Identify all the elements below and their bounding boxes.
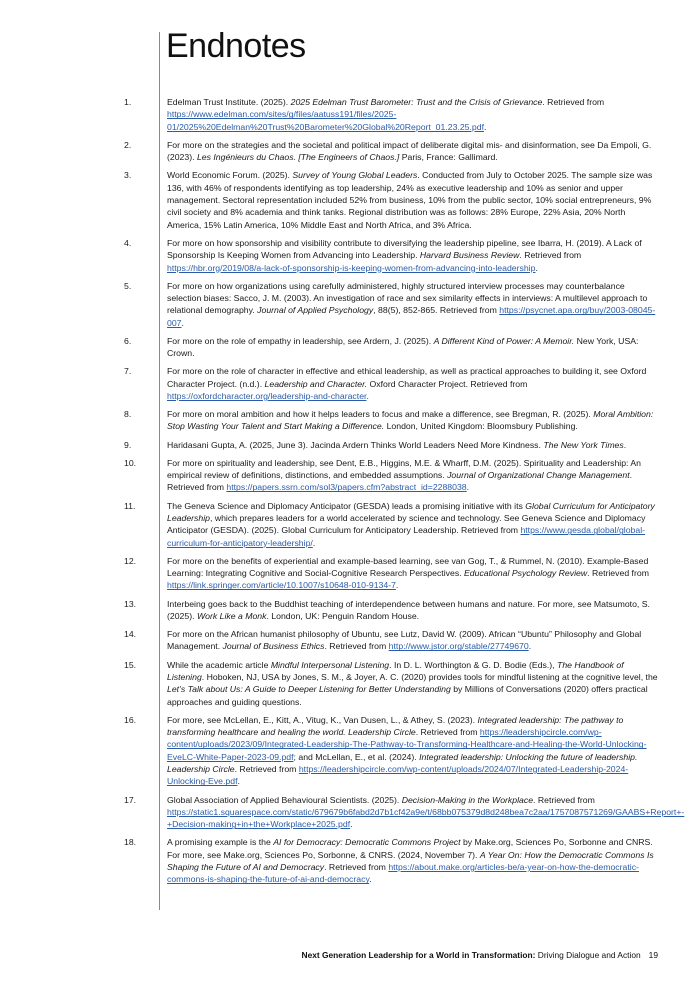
endnote-item [124, 659, 660, 708]
text-run: Haridasani Gupta, A. (2025, June 3). Jacinda Ardern Thinks World Leaders Need More Kindness. [167, 439, 544, 450]
text-run: For more on the role of character in effective and ethical leadership, as well as practical approaches to building it, see Oxford Character Project. (n.d.). [167, 366, 647, 389]
italic-title: Integrated leadership: The pathway to transforming healthcare and healing the world. Leadership Circle [167, 714, 624, 738]
text-run: For more on the African humanist philosophy of Ubuntu, see Lutz, David W. (2009). African “Ubuntu” Philosophy and Global Management. [167, 629, 642, 652]
text-run: . [623, 439, 627, 450]
endnote-number: 2. [124, 139, 132, 150]
text-run: , which prepares leaders for a world accelerated by science and technology. See Geneva Science and Diplomacy Anticipator (GESDA). (2025). Global Curriculum for Anticipatory Leadership. Retrieved from [167, 512, 646, 536]
text-run: . Retrieved from [519, 250, 582, 261]
endnote-text [155, 237, 660, 274]
text-run: For more on how organizations using carefully administered, highly structured interview processes may counterbalance selection biases: Sacco, J. M. (2003). An investigation of race and sex similarity effects in interviews: A multilevel approach to relational demography. [167, 280, 648, 316]
endnote-number: 12. [124, 555, 137, 566]
endnote-text [155, 139, 660, 164]
text-run: Oxford Character Project. Retrieved from [367, 378, 528, 389]
page-number: 19 [648, 950, 658, 960]
footer-report-title: Next Generation Leadership for a World in Transformation: [301, 950, 536, 960]
endnote-text [155, 365, 660, 402]
text-run: . [395, 580, 399, 591]
text-run: For more on moral ambition and how it helps leaders to focus and make a difference, see Bregman, R. (2025). [167, 409, 594, 420]
endnote-text [155, 457, 660, 494]
endnote-text [155, 598, 660, 623]
endnote-item [124, 500, 660, 549]
endnote-text [155, 96, 660, 133]
endnote-text [155, 500, 660, 549]
endnote-item [124, 96, 660, 133]
reference-link[interactable]: https://leadershipcircle.com/wp-content/uploads/2024/07/Integrated-Leadership-2024-Unlocking-Eve.pdf [167, 764, 629, 787]
endnote-text [155, 628, 660, 653]
text-run: by Millions of Conversations (2020) offers practical approaches and guiding questions. [167, 684, 648, 707]
text-run: For more on spirituality and leadership, see Dent, E.B., Higgins, M.E. & Wharff, D.M. (2025). Spirituality and Leadership: An empirical review of definitions, distinctions, and embedded assumptions. [167, 457, 642, 481]
text-run: The Geneva Science and Diplomacy Anticipator (GESDA) leads a promising initiative with its [167, 500, 526, 511]
italic-title: Educational Psychology Review [464, 568, 588, 579]
italic-title: Journal of Business Ethics [222, 641, 325, 652]
endnote-item [124, 555, 660, 592]
text-run: London, United Kingdom: Bloomsbury Publishing. [384, 421, 578, 432]
text-run: . Conducted from July to October 2025. The sample size was 136, with 46% of respondents identifying as top leadership, 24% as executive leadership and 10% as senior and upper management. Sectoral representation included 52% from business, 10% from the public sector, 10% social entrepreneurs, 9% civil society and 8% academia and think tanks. Regional distribution was as follows: 28% Europe, 22% Asia, 20% North America, 15% Latin America, 10% Middle East and North Africa, and 3% Africa. [167, 170, 653, 230]
endnote-item [124, 237, 660, 274]
endnotes-list [124, 96, 685, 892]
italic-title: Harvard Business Review [419, 250, 520, 261]
italic-title: Moral Ambition: Stop Wasting Your Talent and Start Making a Difference. [167, 409, 654, 432]
footer-report-subtitle: Driving Dialogue and Action [535, 950, 641, 960]
text-run: by Make.org, Sciences Po, Sorbonne and CNRS. For more, see Make.org, Sciences Po, Sorbonne, & CNRS. (2024, November 7). [167, 837, 653, 860]
text-run: . Retrieved from [324, 862, 389, 873]
endnote-number: 7. [124, 366, 132, 377]
reference-link[interactable]: https://www.gesda.global/global-curriculum-for-anticipatory-leadership/ [167, 525, 646, 548]
reference-link[interactable]: https://hbr.org/2019/08/a-lack-of-sponsorship-is-keeping-women-from-advancing-into-leadership [167, 262, 536, 273]
reference-link[interactable]: http://www.jstor.org/stable/27749670 [388, 641, 529, 652]
endnote-number: 16. [124, 714, 137, 725]
text-run: . [366, 391, 369, 401]
endnote-number: 11. [124, 500, 136, 511]
italic-title: Les Ingénieurs du Chaos. [The Engineers of Chaos.] [196, 152, 400, 163]
text-run: For more, see McLellan, E., Kitt, A., Vitug, K., Van Dusen, L., & Athey, S. (2023). [167, 714, 478, 725]
italic-title: Journal of Organizational Change Management [447, 470, 630, 481]
endnote-number: 18. [124, 837, 137, 848]
endnote-item [124, 365, 660, 402]
endnote-item [124, 714, 660, 788]
endnote-item [124, 598, 660, 623]
endnote-text [155, 439, 660, 451]
endnote-text [155, 836, 660, 885]
endnote-text [155, 169, 660, 231]
text-run: Global Association of Applied Behavioural Scientists. (2025). [167, 794, 402, 805]
endnote-number: 14. [124, 629, 137, 640]
text-run: Interbeing goes back to the Buddhist teaching of interdependence between humans and nature. For more, see Matsumoto, S. (2025). [167, 598, 650, 621]
italic-title: A Different Kind of Power: A Memoir. [433, 335, 575, 346]
text-run: . [483, 121, 487, 132]
text-run: . [528, 641, 532, 652]
reference-link[interactable]: https://leadershipcircle.com/wp-content/uploads/2023/09/Integrated-Leadership-The-Pathway-to-Transforming-Healthcare-and-Healing-the-World-Unlocking-EveLC-White-Paper-2023-09.pdf [167, 727, 647, 762]
reference-link[interactable]: https://psycnet.apa.org/buy/2003-08045-007 [167, 305, 656, 328]
reference-link[interactable]: https://oxfordcharacter.org/leadership-and-character [167, 391, 367, 401]
text-run: . London, UK: Penguin Random House. [266, 610, 420, 621]
endnote-number: 17. [124, 794, 137, 805]
italic-title: Leadership and Character. [264, 378, 368, 389]
text-run: , 88(5), 852-865. Retrieved from [373, 305, 500, 316]
italic-title: Survey of Young Global Leaders [292, 170, 418, 181]
text-run: ; and McLellan, E., et al. (2024). [293, 751, 420, 762]
italic-title: The New York Times [543, 439, 624, 450]
italic-title: AI for Democracy: Democratic Commons Project [273, 837, 461, 848]
endnote-number: 5. [124, 280, 132, 291]
endnote-item [124, 408, 660, 433]
reference-link[interactable]: https://papers.ssrn.com/sol3/papers.cfm?abstract_id=2288038 [226, 482, 467, 493]
endnote-text [155, 335, 660, 360]
italic-title: The Handbook of Listening [167, 659, 624, 682]
endnote-number: 15. [124, 659, 137, 670]
text-run: Paris, France: Gallimard. [399, 152, 498, 163]
text-run: For more on the role of empathy in leadership, see Ardern, J. (2025). [167, 335, 434, 346]
endnote-item [124, 280, 660, 329]
text-run: While the academic article [167, 659, 271, 670]
endnote-text [155, 794, 684, 831]
endnote-text [155, 280, 660, 329]
italic-title: Global Curriculum for Anticipatory Leadership [167, 500, 655, 523]
endnote-item [124, 628, 660, 653]
reference-link[interactable]: https://static1.squarespace.com/static/679679b6fabd2d7b1cf42a9e/t/68bb075379d8d248bea7c2aa/1757087571269/GAABS+Report+-+Decision-making+in+the+Workplace+2025.pdf [167, 806, 685, 830]
text-run: . Retrieved from [415, 727, 480, 738]
text-run: . [369, 874, 372, 885]
text-run: New York, USA: Crown. [167, 335, 639, 359]
endnote-text [155, 659, 660, 708]
endnote-item [124, 439, 660, 451]
text-run: . In D. L. Worthington & G. D. Bodie (Eds.), [389, 659, 558, 670]
italic-title: A Year On: How the Democratic Commons Is Shaping the Future of AI and Democracy [167, 849, 654, 873]
endnote-number: 8. [124, 409, 132, 420]
endnote-text [155, 555, 660, 592]
text-run: . Retrieved from [324, 641, 389, 652]
reference-link[interactable]: https://about.make.org/articles-be/a-year-on-how-the-democratic-commons-is-shaping-the-future-of-ai-and-democracy [167, 862, 639, 885]
text-run: . [181, 317, 184, 328]
italic-title: 2025 Edelman Trust Barometer: Trust and the Crisis of Grievance [290, 97, 543, 107]
endnote-item [124, 457, 660, 494]
italic-title: Let’s Talk about Us: A Guide to Deeper Listening for Better Understanding [167, 684, 451, 695]
text-run: . Retrieved from [587, 568, 649, 579]
text-run: World Economic Forum. (2025). [167, 170, 293, 181]
italic-title: Mindful Interpersonal Listening [270, 659, 390, 670]
endnote-number: 1. [124, 97, 132, 107]
text-run: For more on how sponsorship and visibility contribute to diversifying the leadership pipeline, see Ibarra, H. (2019). A Lack of Sponsorship Is Keeping Women from Advancing into Leadership. [167, 237, 642, 261]
text-run: Edelman Trust Institute. (2025). [167, 97, 291, 107]
text-run: . Retrieved from [234, 764, 299, 775]
text-run: . [237, 776, 240, 787]
endnote-item [124, 794, 685, 831]
reference-link[interactable]: https://link.springer.com/article/10.1007/s10648-010-9134-7 [167, 580, 396, 591]
endnote-text [155, 408, 660, 433]
page-title: Endnotes [166, 27, 306, 65]
text-run: A promising example is the [167, 837, 274, 848]
text-run: For more on the benefits of experiential and example-based learning, see van Gog, T., & Rummel, N. (2010). Example-Based Learning: Integrating Cognitive and Social-Cognitive Research Perspectives. [167, 555, 649, 579]
text-run: . Retrieved from [542, 97, 605, 107]
text-run: For more on the strategies and the societal and political impact of deliberate digital mis- and disinformation, see Da Empoli, G. (2023). [167, 139, 652, 163]
text-run: . [466, 482, 470, 493]
endnote-item [124, 139, 660, 164]
text-run: . [535, 262, 538, 273]
italic-title: Decision-Making in the Workplace [401, 794, 534, 805]
reference-link[interactable]: https://www.edelman.com/sites/g/files/aatuss191/files/2025-01/2025%20Edelman%20Trust%20Barometer%20Global%20Report_01.23.25.pdf [167, 109, 484, 132]
endnote-text [155, 714, 660, 788]
endnote-number: 4. [124, 237, 132, 248]
text-run: . Retrieved from [533, 794, 595, 805]
endnote-item [124, 836, 660, 885]
endnote-number: 9. [124, 439, 132, 450]
text-run: . [312, 537, 316, 548]
endnote-number: 3. [124, 170, 132, 181]
text-run: . Hoboken, NJ, USA by Jones, S. M., & Joyer, A. C. (2020) provides tools for mindful listening at the cognitive level, the [201, 671, 658, 682]
text-run: . Retrieved from [167, 470, 633, 493]
text-run: . [350, 819, 353, 830]
endnote-item [124, 335, 660, 360]
italic-title: Integrated leadership: Unlocking the future of leadership. Leadership Circle [167, 751, 638, 775]
italic-title: Journal of Applied Psychology [257, 305, 374, 316]
endnote-number: 10. [124, 457, 137, 468]
endnote-number: 6. [124, 335, 132, 346]
endnote-number: 13. [124, 598, 137, 609]
italic-title: Work Like a Monk [196, 610, 267, 621]
endnote-item [124, 169, 660, 231]
page-footer [302, 950, 658, 960]
